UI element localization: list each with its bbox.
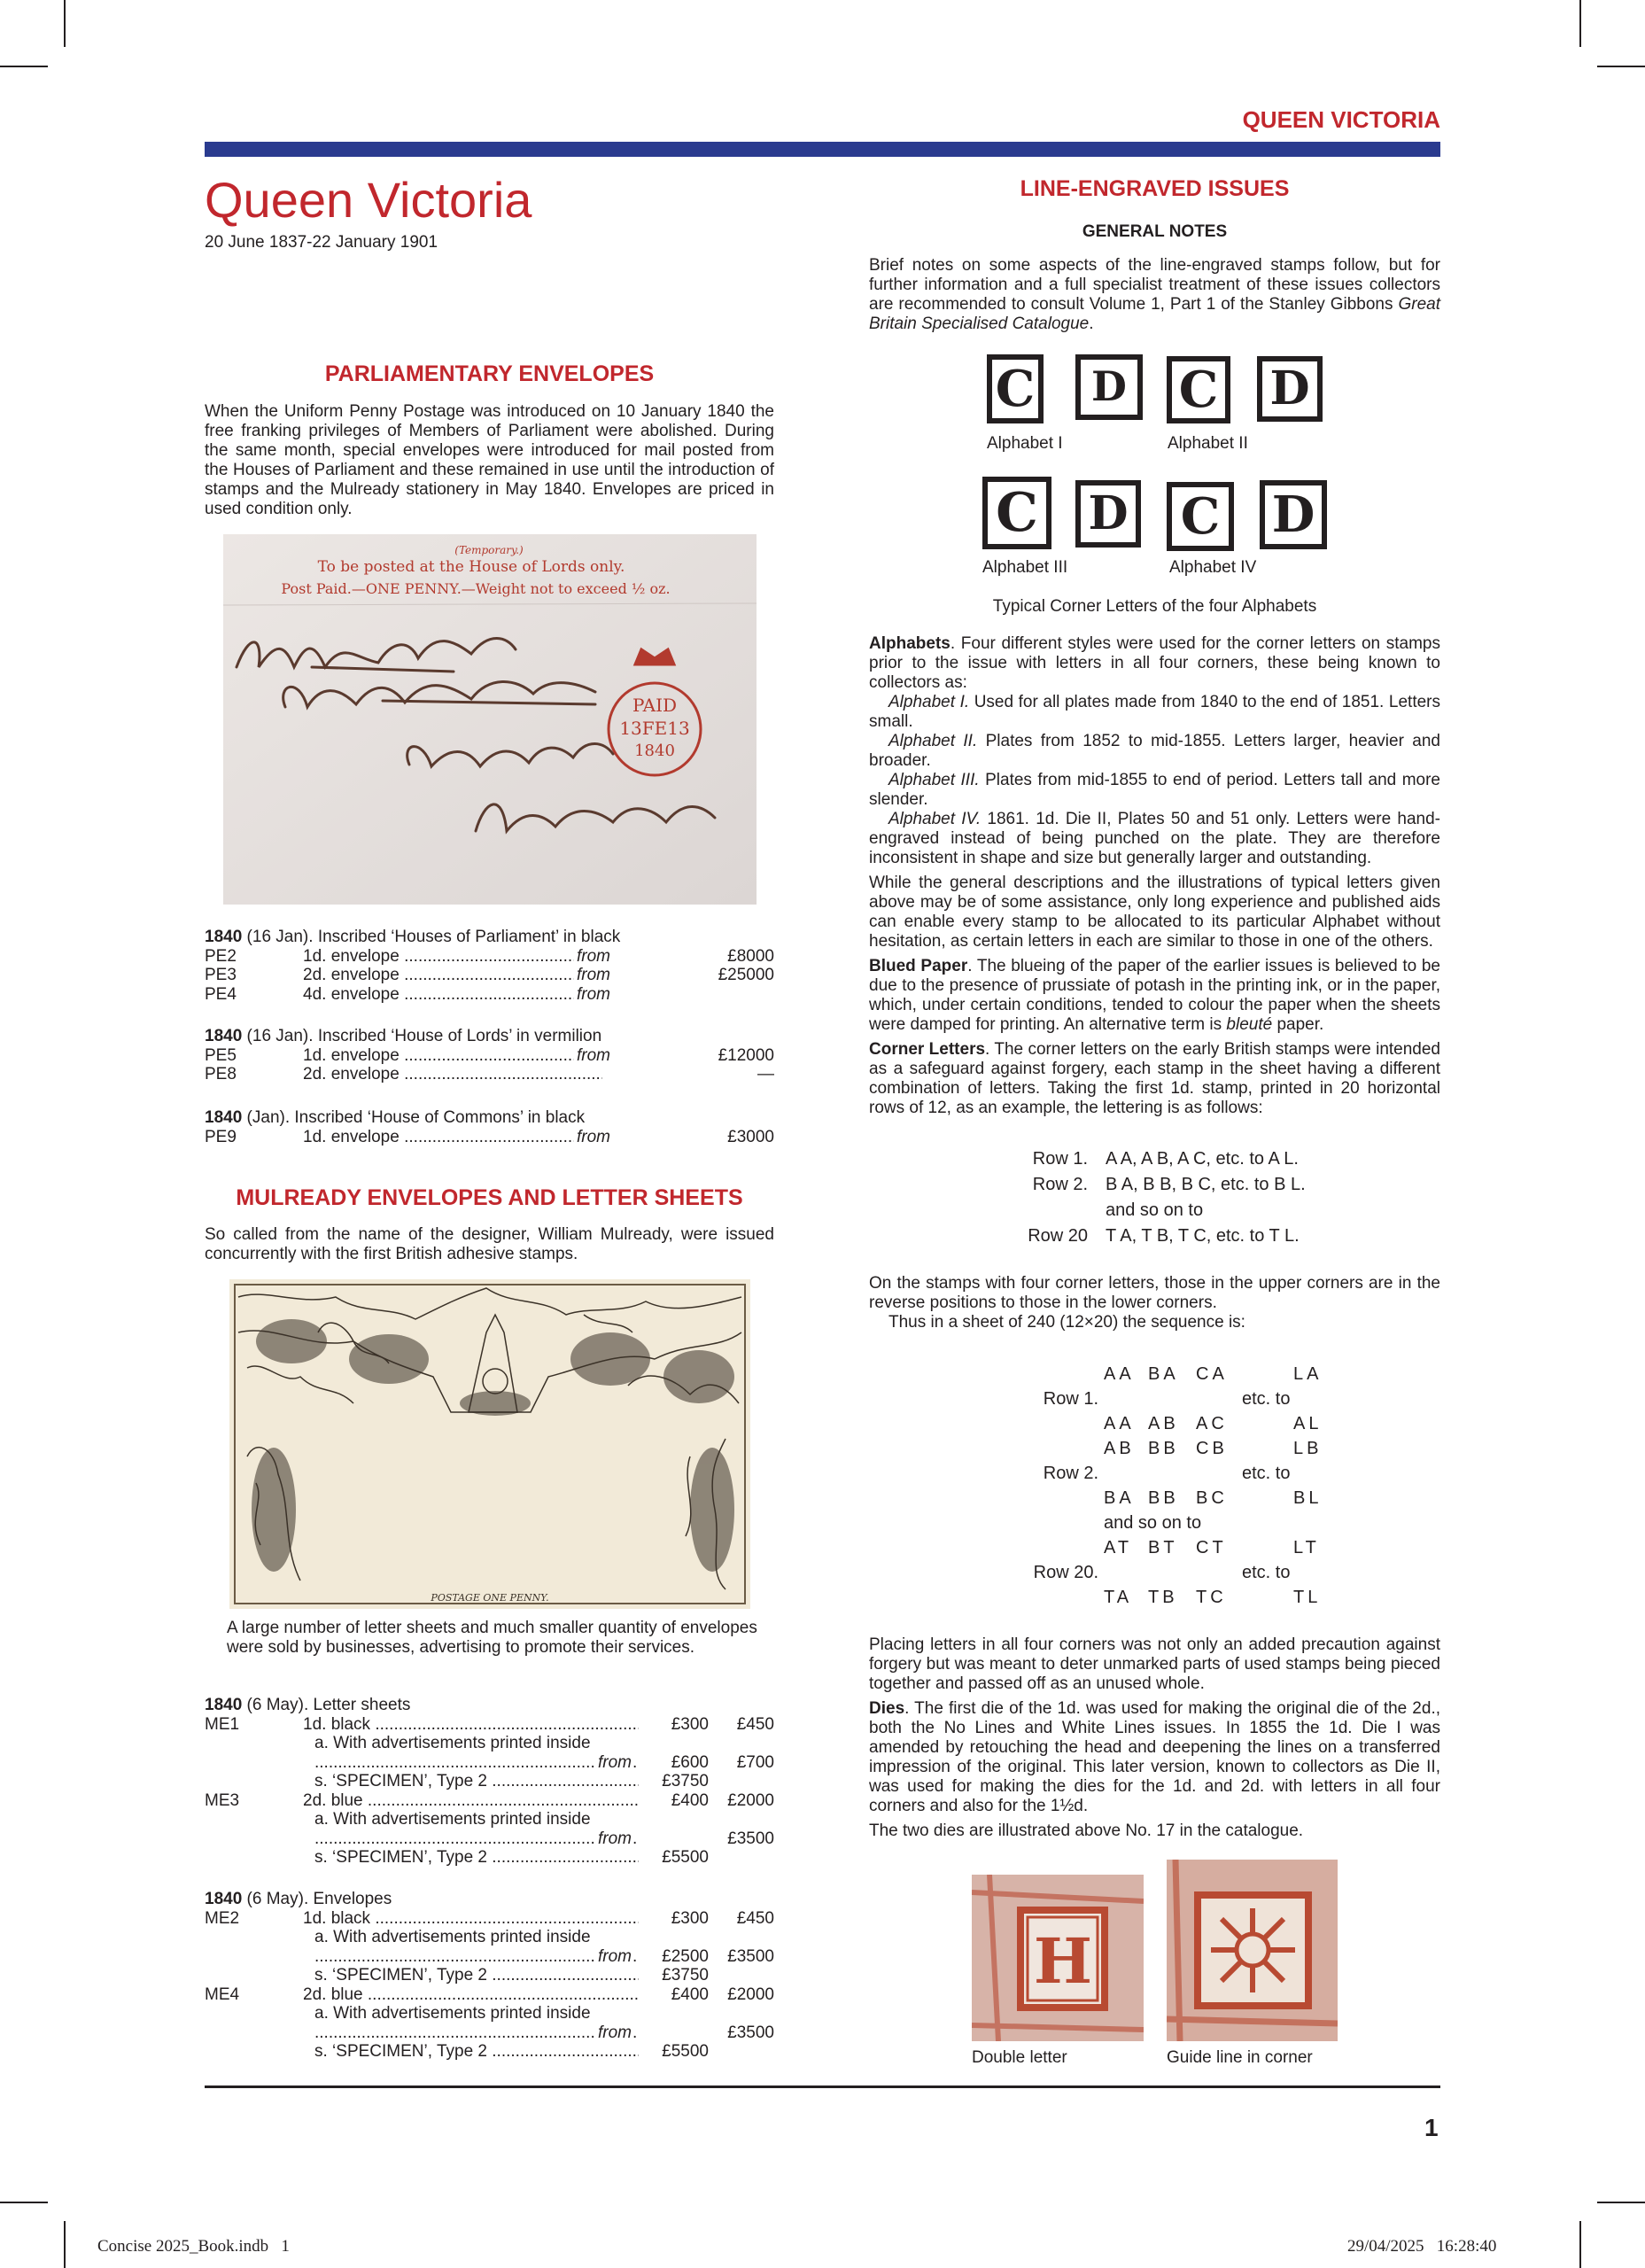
listing-row <box>205 1966 774 1985</box>
sequence-cell: CT <box>1196 1538 1227 1557</box>
crop-mark <box>1579 0 1581 47</box>
crop-mark <box>64 0 66 47</box>
alphabet-4-label: Alphabet IV <box>1169 558 1257 577</box>
sequence-cell: LT <box>1293 1538 1320 1557</box>
guide-line-caption: Guide line in corner <box>1167 2048 1313 2067</box>
item-description <box>314 1947 639 1967</box>
price-unused: £600 <box>671 1752 709 1772</box>
catalogue-number: ME4 <box>205 1984 240 2004</box>
postmark-text: PAID <box>632 695 677 716</box>
sequence-row-label: Row 1. <box>1043 1389 1098 1409</box>
listing-row <box>205 947 774 967</box>
general-notes-intro: Brief notes on some aspects of the line-engraved stamps follow, but for further information and a full specialist treatment of these issues collectors are recommended to consult Volume 1, Part 1 of the Stanley Gibbons Great Britain Specialised Catalogue. <box>869 256 1440 333</box>
issue-heading: 1840 (16 Jan). Inscribed ‘Houses of Parliament’ in black <box>205 928 621 946</box>
sequence-cell: CA <box>1196 1364 1228 1384</box>
corner-letters-paragraph: Corner Letters. The corner letters on the early British stamps were intended as a safeguard against forgery, each stamp in the sheet having a different combination of letters. Taking the first 1d. stamp, printed in 20 horizontal rows of 12, as an example, the lettering is as follows: <box>869 1040 1440 1117</box>
sequence-cell: AL <box>1293 1414 1323 1433</box>
envelope-lords-text: To be posted at the House of Lords only. <box>317 558 625 576</box>
row-lettering-table <box>974 1149 1346 1252</box>
four-corner-paragraph: On the stamps with four corner letters, those in the upper corners are in the reverse positions to those in the lower corners. Thus in a sheet of 240 (12×20) the sequence is: <box>869 1274 1440 1332</box>
listing-row <box>205 1848 774 1868</box>
issue-heading: 1840 (16 Jan). Inscribed ‘House of Lords’ in vermilion <box>205 1027 602 1045</box>
footer-timestamp: 29/04/2025 16:28:40 <box>1347 2237 1497 2256</box>
catalogue-number: ME3 <box>205 1790 240 1810</box>
mulready-intro: So called from the name of the designer, William Mulready, were issued concurrently with the first British adhesive stamps. <box>205 1225 774 1263</box>
sequence-cell: LA <box>1293 1364 1323 1384</box>
price-unused: £5500 <box>662 1848 709 1867</box>
parliamentary-heading: PARLIAMENTARY ENVELOPES <box>324 361 655 386</box>
row-label: Row 20 <box>1028 1226 1088 1246</box>
reign-dates: 20 June 1837-22 January 1901 <box>205 233 438 252</box>
double-letter-image <box>972 1875 1144 2041</box>
item-description: s. ‘SPECIMEN’, Type 2 ..... <box>314 2042 639 2062</box>
mulready-after: A large number of letter sheets and much smaller quantity of envelopes were sold by businesses, advertising to promote their services. <box>227 1619 757 1657</box>
listing-row <box>205 2042 774 2062</box>
item-description: 1d. envelope ..... <box>303 1128 602 1147</box>
item-description: 2d. blue ..... <box>303 1985 639 2005</box>
listing-row <box>205 1715 774 1735</box>
sequence-cell: CB <box>1196 1439 1228 1458</box>
sequence-cell: BA <box>1104 1488 1135 1508</box>
item-description: 1d. envelope ..... <box>303 1046 602 1066</box>
sequence-cell: TB <box>1148 1588 1178 1607</box>
row-label: Row 2. <box>1032 1175 1088 1194</box>
price-unused: £400 <box>671 1984 709 2004</box>
sequence-cell: AB <box>1148 1414 1179 1433</box>
listing-row <box>205 1065 774 1084</box>
item-description: 1d. black ..... <box>303 1909 639 1929</box>
from-label: from <box>574 1128 610 1147</box>
listing-row <box>205 1928 774 1947</box>
item-description: s. ‘SPECIMEN’, Type 2 ..... <box>314 1772 639 1791</box>
alphabet-2-letter-c: C <box>1167 356 1230 423</box>
envelope-penny-text: Post Paid.—ONE PENNY.—Weight not to exceed ½ oz. <box>281 580 671 597</box>
from-label: from <box>595 1829 632 1849</box>
price-unused: £400 <box>671 1790 709 1810</box>
issue-heading: 1840 (6 May). Envelopes <box>205 1890 392 1908</box>
parliamentary-envelope-image <box>223 534 757 905</box>
sequence-cell: TA <box>1104 1588 1133 1607</box>
listing-row <box>205 1734 774 1753</box>
sequence-etc: etc. to <box>1242 1389 1291 1409</box>
line-engraved-heading: LINE-ENGRAVED ISSUES <box>1020 176 1290 201</box>
item-description <box>314 1753 639 1773</box>
listing-row <box>205 1772 774 1791</box>
sequence-cell: BA <box>1148 1364 1179 1384</box>
sequence-cell: BT <box>1148 1538 1178 1557</box>
bottom-rule <box>205 2085 1440 2088</box>
crop-mark <box>0 66 48 67</box>
listing-row <box>205 1810 774 1829</box>
listing-row <box>205 966 774 985</box>
postmark-year: 1840 <box>634 742 675 760</box>
crop-mark <box>1597 2202 1645 2203</box>
price: £25000 <box>718 966 774 984</box>
item-description: s. ‘SPECIMEN’, Type 2 ..... <box>314 1966 639 1985</box>
alphabets-paragraph: Alphabets. Four different styles were used for the corner letters on stamps prior to the issue with letters in all four corners, these being known to collectors as: Alphabet I. Used for all plates made from 1840 to the end of 1851. Letters small. Alphabet II. Plates from 1852 to mid-1855. Letters larger, heavier and broader. Alphabet III. Plates from mid-1855 to end of period. Letters tall and more slender. Alphabet IV. 1861. 1d. Die II, Plates 50 and 51 only. Letters were hand-engraved instead of being punched on the plate. They are therefore inconsistent in shape and size but generally larger and outstanding. While the general descriptions and the illustrations of typical letters given above may be of some assistance, only long experience and published aids can enable every stamp to be allocated to its particular Alphabet without hesitation, as certain letters in each are similar to those in one of the others. Blued Paper. The blueing of the paper of the earlier issues is believed to be due to the presence of prussiate of potash in the printing ink, or in the paper, which, under certain conditions, tended to colour the paper when the sheets were damped for printing. An alternative term is bleuté paper. Corner Letters. The corner letters on the early British stamps were intended as a safeguard against forgery, each stamp in the sheet having a different combination of letters. Taking the first 1d. stamp, printed in 20 horizontal rows of 12, as an example, the lettering is as follows: <box>869 634 1441 1117</box>
dies-paragraph: Dies. The first die of the 1d. was used for making the original die of the 2d., both the No Lines and White Lines issues. In 1855 the 1d. Die I was amended by retouching the head and deepening the lines on a transferred impression of the original. This later version, known to collectors as Die II, was used for making the dies for the 1d. and 2d. with letters in all four corners and also for the 1½d. <box>869 1699 1440 1815</box>
alphabet-3-label: Alphabet III <box>982 558 1068 577</box>
sequence-row-label: Row 2. <box>1043 1464 1098 1483</box>
page-number: 1 <box>1424 2114 1439 2141</box>
alphabet-4-letter-c: C <box>1167 482 1234 551</box>
alphabet-1-label: Alphabet I <box>987 434 1063 453</box>
item-description <box>314 1829 639 1849</box>
catalogue-number: PE4 <box>205 984 237 1004</box>
from-label: from <box>595 2023 632 2043</box>
sequence-cell: AA <box>1104 1364 1135 1384</box>
crop-mark <box>1579 2221 1581 2268</box>
price: £8000 <box>727 946 774 966</box>
alphabet-1-letter-c: C <box>987 354 1044 423</box>
listing-row <box>205 1829 774 1849</box>
item-description: 4d. envelope ..... <box>303 985 602 1005</box>
mulready-inscription: POSTAGE ONE PENNY. <box>431 1592 549 1604</box>
issue-heading: 1840 (6 May). Letter sheets <box>205 1696 411 1714</box>
price-unused: £3750 <box>662 1772 709 1790</box>
parliamentary-intro: When the Uniform Penny Postage was introduced on 10 January 1840 the free franking privileges of Members of Parliament were abolished. During the same month, special envelopes were introduced for mail posted from the Houses of Parliament and these remained in use until the introduction of stamps and the Mulready stationery in May 1840. Envelopes are priced in used condition only. <box>205 402 774 518</box>
sheet-sequence-table <box>1001 1364 1355 1612</box>
running-head: QUEEN VICTORIA <box>1242 106 1440 133</box>
guide-line-image <box>1167 1860 1338 2041</box>
alphabet-caption: Typical Corner Letters of the four Alphabets <box>992 597 1317 616</box>
issue-heading: 1840 (Jan). Inscribed ‘House of Commons’ in black <box>205 1108 586 1127</box>
sequence-cell: TC <box>1196 1588 1227 1607</box>
sequence-row-label: Row 20. <box>1033 1563 1098 1582</box>
listing-commons <box>205 1108 774 1146</box>
row-value: and so on to <box>1106 1200 1204 1220</box>
placing-paragraph: Placing letters in all four corners was not only an added precaution against forgery but was meant to deter unmarked parts of used stamps being pieced together and passed off as an unused whole. Dies. The first die of the 1d. was used for making the original die of the 2d., both the No Lines and White Lines issues. In 1855 the 1d. Die I was amended by retouching the head and deepening the lines on a transferred impression of the original. This later version, known to collectors as Die II, was used for making the dies for the 1d. and 2d. with letters in all four corners and also for the 1½d. The two dies are illustrated above No. 17 in the catalogue. <box>869 1635 1440 1840</box>
crop-mark <box>64 2221 66 2268</box>
crop-mark <box>0 2202 48 2203</box>
item-description <box>314 2023 639 2043</box>
item-description: 2d. envelope ..... <box>303 1065 602 1084</box>
envelope-temporary-text: (Temporary.) <box>454 544 524 556</box>
from-label: from <box>574 947 610 967</box>
price: £3000 <box>727 1127 774 1146</box>
mulready-envelope-image <box>229 1279 750 1609</box>
sequence-cell: TL <box>1293 1588 1322 1607</box>
row-value: A A, A B, A C, etc. to A L. <box>1106 1149 1299 1169</box>
listing-row <box>205 1753 774 1773</box>
footer-file: Concise 2025_Book.indb 1 <box>97 2237 290 2256</box>
page-title: Queen Victoria <box>205 172 532 228</box>
item-description: 2d. envelope ..... <box>303 966 602 985</box>
item-description: a. With advertisements printed inside <box>314 1928 591 1946</box>
catalogue-number: ME2 <box>205 1908 240 1928</box>
from-label: from <box>574 1046 610 1066</box>
price-unused: £300 <box>671 1908 709 1928</box>
row-value: T A, T B, T C, etc. to T L. <box>1106 1226 1300 1246</box>
listing-lords <box>205 1027 774 1084</box>
listing-row <box>205 1128 774 1147</box>
listing-parliament <box>205 928 774 1004</box>
catalogue-number: ME1 <box>205 1714 240 1734</box>
item-description: a. With advertisements printed inside <box>314 2004 591 2023</box>
alphabet-1-letter-d: D <box>1075 354 1143 420</box>
price-used: £700 <box>736 1752 774 1772</box>
catalogue-number: PE3 <box>205 966 237 984</box>
listing-row <box>205 1985 774 2005</box>
item-description: a. With advertisements printed inside <box>314 1734 591 1752</box>
blued-paper-paragraph: Blued Paper. The blueing of the paper of the earlier issues is believed to be due to the presence of prussiate of potash in the printing ink, or in the paper, which, under certain conditions, tended to colour the paper when the sheets were damped for printing. An alternative term is bleuté paper. <box>869 957 1440 1034</box>
item-description: 1d. envelope ..... <box>303 947 602 967</box>
row-value: B A, B B, B C, etc. to B L. <box>1106 1175 1306 1194</box>
sequence-cell: BL <box>1293 1488 1323 1508</box>
listing-envelopes <box>205 1890 774 2062</box>
item-description: a. With advertisements printed inside <box>314 1810 591 1829</box>
alphabet-2-letter-d: D <box>1257 356 1323 422</box>
price-used: £3500 <box>727 1946 774 1966</box>
listing-row <box>205 1947 774 1967</box>
sequence-cell: BB <box>1148 1488 1179 1508</box>
sequence-cell: AT <box>1104 1538 1133 1557</box>
row-label: Row 1. <box>1032 1149 1088 1169</box>
listing-row <box>205 2004 774 2023</box>
header-bar <box>205 142 1440 157</box>
alphabet-4-letter-d: D <box>1260 480 1327 549</box>
price-unused: £2500 <box>662 1946 709 1966</box>
listing-row <box>205 1046 774 1066</box>
listing-row <box>205 985 774 1005</box>
item-description: s. ‘SPECIMEN’, Type 2 ..... <box>314 1848 639 1868</box>
crop-mark <box>1597 66 1645 67</box>
listing-row <box>205 2023 774 2043</box>
item-description: 1d. black ..... <box>303 1715 639 1735</box>
listing-letter-sheets <box>205 1696 774 1868</box>
from-label: from <box>574 966 610 985</box>
sequence-cell: AB <box>1104 1439 1135 1458</box>
price-used: £2000 <box>727 1790 774 1810</box>
item-description: 2d. blue ..... <box>303 1791 639 1811</box>
sequence-cell: BC <box>1196 1488 1228 1508</box>
price-used: £450 <box>736 1714 774 1734</box>
mulready-heading: MULREADY ENVELOPES AND LETTER SHEETS <box>236 1185 743 1210</box>
sequence-etc: etc. to <box>1242 1464 1291 1483</box>
alphabet-3-letter-d: D <box>1075 480 1141 548</box>
sequence-cell: BB <box>1148 1439 1179 1458</box>
sequence-cell: AC <box>1196 1414 1228 1433</box>
sequence-etc: etc. to <box>1242 1563 1291 1582</box>
general-description: While the general descriptions and the illustrations of typical letters given above may be of some assistance, only long experience and published aids can enable every stamp to be allocated to its particular Alphabet without hesitation, as certain letters in each are similar to those in one of the others. <box>869 874 1440 951</box>
price: — <box>757 1065 774 1084</box>
price-unused: £300 <box>671 1714 709 1734</box>
from-label: from <box>595 1753 632 1773</box>
double-letter-caption: Double letter <box>972 2048 1067 2067</box>
from-label: from <box>574 985 610 1005</box>
double-letter-glyph: H <box>1033 1924 1093 1998</box>
sequence-cell: LB <box>1293 1439 1323 1458</box>
catalogue-number: PE8 <box>205 1065 237 1084</box>
price-used: £450 <box>736 1908 774 1928</box>
price-used: £3500 <box>727 1829 774 1848</box>
postmark-date: 13FE13 <box>619 718 690 739</box>
catalogue-number: PE2 <box>205 946 237 966</box>
price-unused: £5500 <box>662 2042 709 2061</box>
price-unused: £3750 <box>662 1966 709 1984</box>
listing-row <box>205 1791 774 1811</box>
catalogue-number: PE5 <box>205 1045 237 1065</box>
from-label: from <box>595 1947 632 1967</box>
price-used: £3500 <box>727 2023 774 2042</box>
catalogue-number: PE9 <box>205 1127 237 1146</box>
general-notes-heading: GENERAL NOTES <box>1082 222 1228 241</box>
listing-row <box>205 1909 774 1929</box>
price: £12000 <box>718 1045 774 1065</box>
alphabet-3-letter-c: C <box>982 477 1051 549</box>
sequence-so-on: and so on to <box>1104 1513 1202 1533</box>
two-dies-note: The two dies are illustrated above No. 17 in the catalogue. <box>869 1821 1304 1840</box>
price-used: £2000 <box>727 1984 774 2004</box>
sequence-cell: AA <box>1104 1414 1135 1433</box>
alphabet-2-label: Alphabet II <box>1168 434 1248 453</box>
